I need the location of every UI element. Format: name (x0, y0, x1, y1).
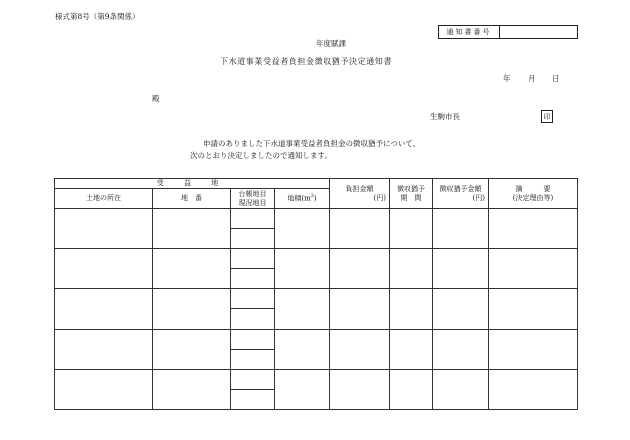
location-header: 土地の所在 (55, 189, 153, 209)
table-cell (390, 329, 433, 369)
body-text-line-2: 次のとおり決定しましたので通知します。 (190, 151, 332, 160)
table-cell (231, 349, 275, 369)
table-cell (231, 289, 275, 309)
table-row (55, 289, 578, 309)
document-title: 下水道事業受益者負担金徴収猶予決定通知書 (220, 57, 392, 66)
table-cell (55, 329, 153, 369)
table-row (55, 209, 578, 229)
notice-number-box (438, 25, 578, 39)
table-cell (489, 289, 578, 329)
table-cell (433, 209, 489, 249)
table-cell (433, 249, 489, 289)
table-cell (55, 289, 153, 329)
seal-mark: 印 (541, 110, 553, 123)
table-cell (275, 369, 330, 409)
table-cell (489, 249, 578, 289)
table-cell (275, 209, 330, 249)
table-cell (153, 249, 231, 289)
table-cell (153, 209, 231, 249)
table-cell (330, 249, 390, 289)
table-cell (390, 249, 433, 289)
table-cell (231, 269, 275, 289)
table-cell (231, 229, 275, 249)
notice-number-value (500, 26, 577, 38)
table-cell (275, 249, 330, 289)
table-row (55, 369, 578, 389)
form-id: 様式第8号（第9条関係） (55, 12, 140, 21)
table-cell (489, 369, 578, 409)
table-cell (231, 369, 275, 389)
table-cell (330, 369, 390, 409)
date-year-label: 年 (503, 74, 511, 83)
addressee-suffix: 殿 (152, 94, 160, 103)
table-cell (275, 289, 330, 329)
deferral-period-header: 徴収猶予 期 間 (390, 179, 433, 209)
date-month-label: 月 (528, 74, 536, 83)
table-row (55, 249, 578, 269)
remarks-header: 摘 要 (決定理由等) (489, 179, 578, 209)
table-cell (231, 309, 275, 329)
table-cell (55, 249, 153, 289)
issuer-name: 生駒市長 (430, 112, 460, 121)
table-cell (153, 289, 231, 329)
lot-number-header: 地 番 (153, 189, 231, 209)
charge-amount-header: 負担金額 (円) (330, 179, 390, 209)
table-cell (330, 209, 390, 249)
table-cell (489, 329, 578, 369)
beneficiary-land-header: 受 益 地 (55, 179, 330, 189)
table-cell (433, 329, 489, 369)
table-cell (390, 369, 433, 409)
table-cell (231, 249, 275, 269)
table-cell (390, 289, 433, 329)
table-cell (153, 329, 231, 369)
table-row (55, 329, 578, 349)
table-cell (275, 329, 330, 369)
table-cell (489, 209, 578, 249)
table-cell (433, 289, 489, 329)
land-category-header: 台帳地目 現況地目 (231, 189, 275, 209)
table-cell (231, 209, 275, 229)
area-header: 地積$(m^2)$ (275, 189, 330, 209)
table-cell (330, 329, 390, 369)
table-cell (390, 209, 433, 249)
table-cell (55, 209, 153, 249)
table-cell (55, 369, 153, 409)
body-text-line-1: 申請のありました下水道事業受益者負担金の徴収猶予について、 (203, 139, 421, 148)
table-cell (231, 329, 275, 349)
deferral-table (54, 178, 578, 410)
notice-number-label: 通知書番号 (439, 26, 500, 38)
deferral-amount-header: 徴収猶予金額 (円) (433, 179, 489, 209)
table-cell (231, 389, 275, 409)
table-cell (153, 369, 231, 409)
table-cell (433, 369, 489, 409)
fiscal-year-label: 年度賦課 (316, 39, 346, 48)
date-day-label: 日 (552, 74, 560, 83)
table-cell (330, 289, 390, 329)
